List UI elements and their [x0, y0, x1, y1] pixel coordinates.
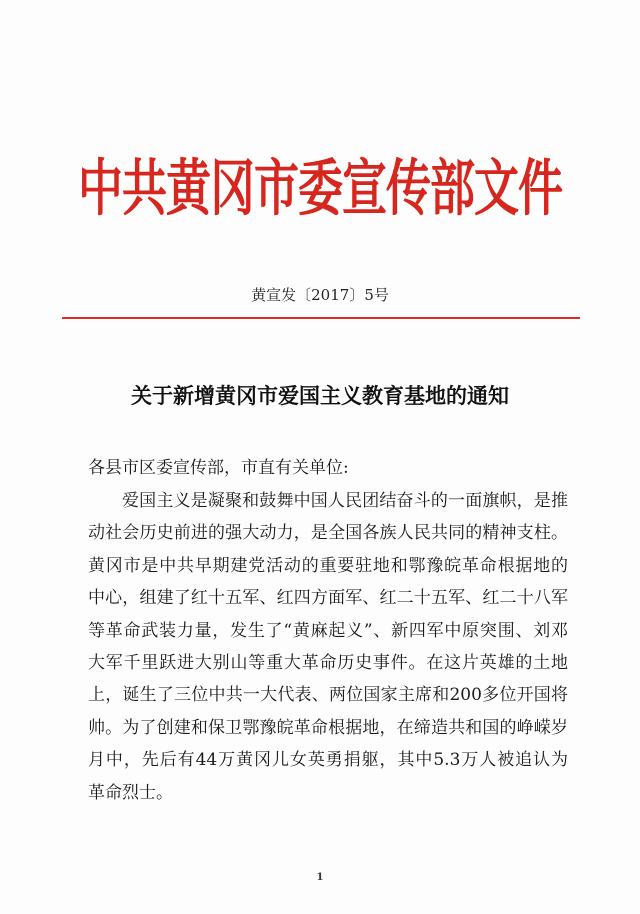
body-line: 大军千里跃进大别山等重大革命历史事件。在这片英雄的土地: [88, 652, 568, 673]
body-line: 等革命武装力量，发生了“黄麻起义”、新四军中原突围、刘邓: [88, 620, 568, 641]
body-line: 黄冈市是中共早期建党活动的重要驻地和鄂豫皖革命根据地的: [88, 555, 568, 576]
body-line: 上，诞生了三位中共一大代表、两位国家主席和200多位开国将: [88, 685, 568, 706]
salutation: 各县市区委宣传部，市直有关单位:: [88, 458, 349, 478]
body-line: 月中，先后有44万黄冈儿女英勇捐躯，其中5.3万人被追认为: [88, 750, 568, 771]
body-line: 中心，组建了红十五军、红四方面军、红二十五军、红二十八军: [88, 588, 568, 609]
body-line: 革命烈士。: [88, 782, 173, 803]
body-line: 动社会历史前进的强大动力，是全国各族人民共同的精神支柱。: [88, 523, 568, 544]
page-number: 1: [316, 872, 324, 883]
document-number: 黄宣发〔2017〕5号: [251, 286, 389, 304]
notice-title: 关于新增黄冈市爱国主义教育基地的通知: [131, 383, 509, 408]
notice-body: [88, 485, 568, 809]
red-divider: [62, 317, 580, 319]
body-line: 帅。为了创建和保卫鄂豫皖革命根据地，在缔造共和国的峥嵘岁: [88, 717, 568, 738]
body-line: 爱国主义是凝聚和鼓舞中国人民团结奋斗的一面旗帜，是推: [122, 491, 568, 511]
document-header: 中共黄冈市委宣传部文件: [77, 152, 562, 224]
